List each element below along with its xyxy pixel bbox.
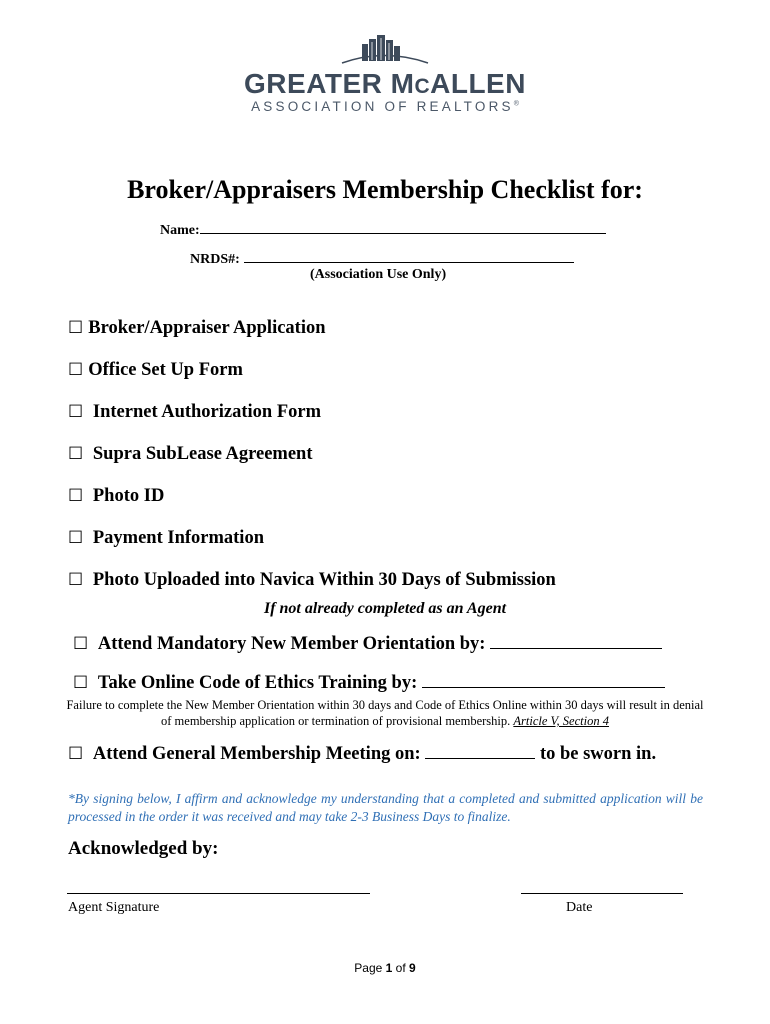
checklist-item-office-setup[interactable]: ☐ Office Set Up Form (68, 360, 243, 380)
meeting-item[interactable]: ☐ Attend General Membership Meeting on: to be sworn in. (68, 744, 657, 764)
ethics-date-line[interactable] (422, 672, 665, 688)
warning-text: Failure to complete the New Member Orientation within 30 days and Code of Ethics Online within 30 days will result in denial of membership application or termination of provisional membership. Article V, Section 4 (66, 698, 704, 728)
checkbox-icon[interactable]: ☐ (73, 673, 89, 693)
orientation-item[interactable]: ☐ Attend Mandatory New Member Orientation by: (73, 633, 662, 655)
nrds-field[interactable] (190, 249, 574, 268)
checklist-item-application[interactable]: ☐ Broker/Appraiser Application (68, 318, 326, 338)
signature-line[interactable] (67, 893, 370, 894)
logo-wordmark: GREATER MCALLEN (244, 68, 526, 99)
page-title: Broker/Appraisers Membership Checklist for: (127, 175, 643, 204)
checkbox-icon[interactable]: ☐ (68, 402, 84, 422)
checklist-item-supra[interactable]: ☐ Supra SubLease Agreement (68, 444, 313, 464)
checkbox-icon[interactable]: ☐ (68, 444, 84, 464)
affirmation-text: *By signing below, I affirm and acknowledge my understanding that a completed and submitted application will be processed in the order it was received and may take 2-3 Business Days to finalize. (68, 791, 703, 824)
checkbox-icon[interactable]: ☐ (68, 744, 84, 764)
orientation-date-line[interactable] (490, 633, 662, 649)
nrds-line[interactable] (244, 249, 574, 263)
meeting-date-line[interactable] (425, 743, 535, 759)
checklist-item-payment[interactable]: ☐ Payment Information (68, 528, 264, 548)
checkbox-icon[interactable]: ☐ (68, 528, 84, 548)
checklist-item-photo-id[interactable]: ☐ Photo ID (68, 486, 165, 506)
building-skyline-icon (342, 35, 428, 63)
logo-tagline: ASSOCIATION OF REALTORS® (251, 99, 519, 114)
name-label: Name: (160, 223, 200, 238)
page-footer: Page 1 of 9 (354, 961, 416, 975)
checkbox-icon[interactable]: ☐ (68, 570, 84, 590)
ethics-item[interactable]: ☐ Take Online Code of Ethics Training by: (73, 672, 665, 694)
association-use-note: (Association Use Only) (310, 267, 447, 282)
name-field[interactable] (160, 220, 606, 239)
checkbox-icon[interactable]: ☐ (73, 634, 89, 654)
checkbox-icon[interactable]: ☐ (68, 360, 84, 380)
checklist-item-internet-auth[interactable]: ☐ Internet Authorization Form (68, 402, 322, 422)
date-line[interactable] (521, 893, 683, 894)
date-label: Date (566, 900, 593, 915)
checkbox-icon[interactable]: ☐ (68, 486, 84, 506)
name-line[interactable] (200, 220, 606, 234)
agent-note: If not already completed as an Agent (263, 600, 507, 617)
checkbox-icon[interactable]: ☐ (68, 318, 84, 338)
signature-label: Agent Signature (68, 900, 160, 915)
nrds-label: NRDS#: (190, 252, 240, 267)
article-reference: Article V, Section 4 (513, 714, 609, 728)
acknowledged-heading: Acknowledged by: (68, 838, 219, 859)
checklist-item-photo-upload[interactable]: ☐ Photo Uploaded into Navica Within 30 Days of Submission (68, 570, 556, 590)
